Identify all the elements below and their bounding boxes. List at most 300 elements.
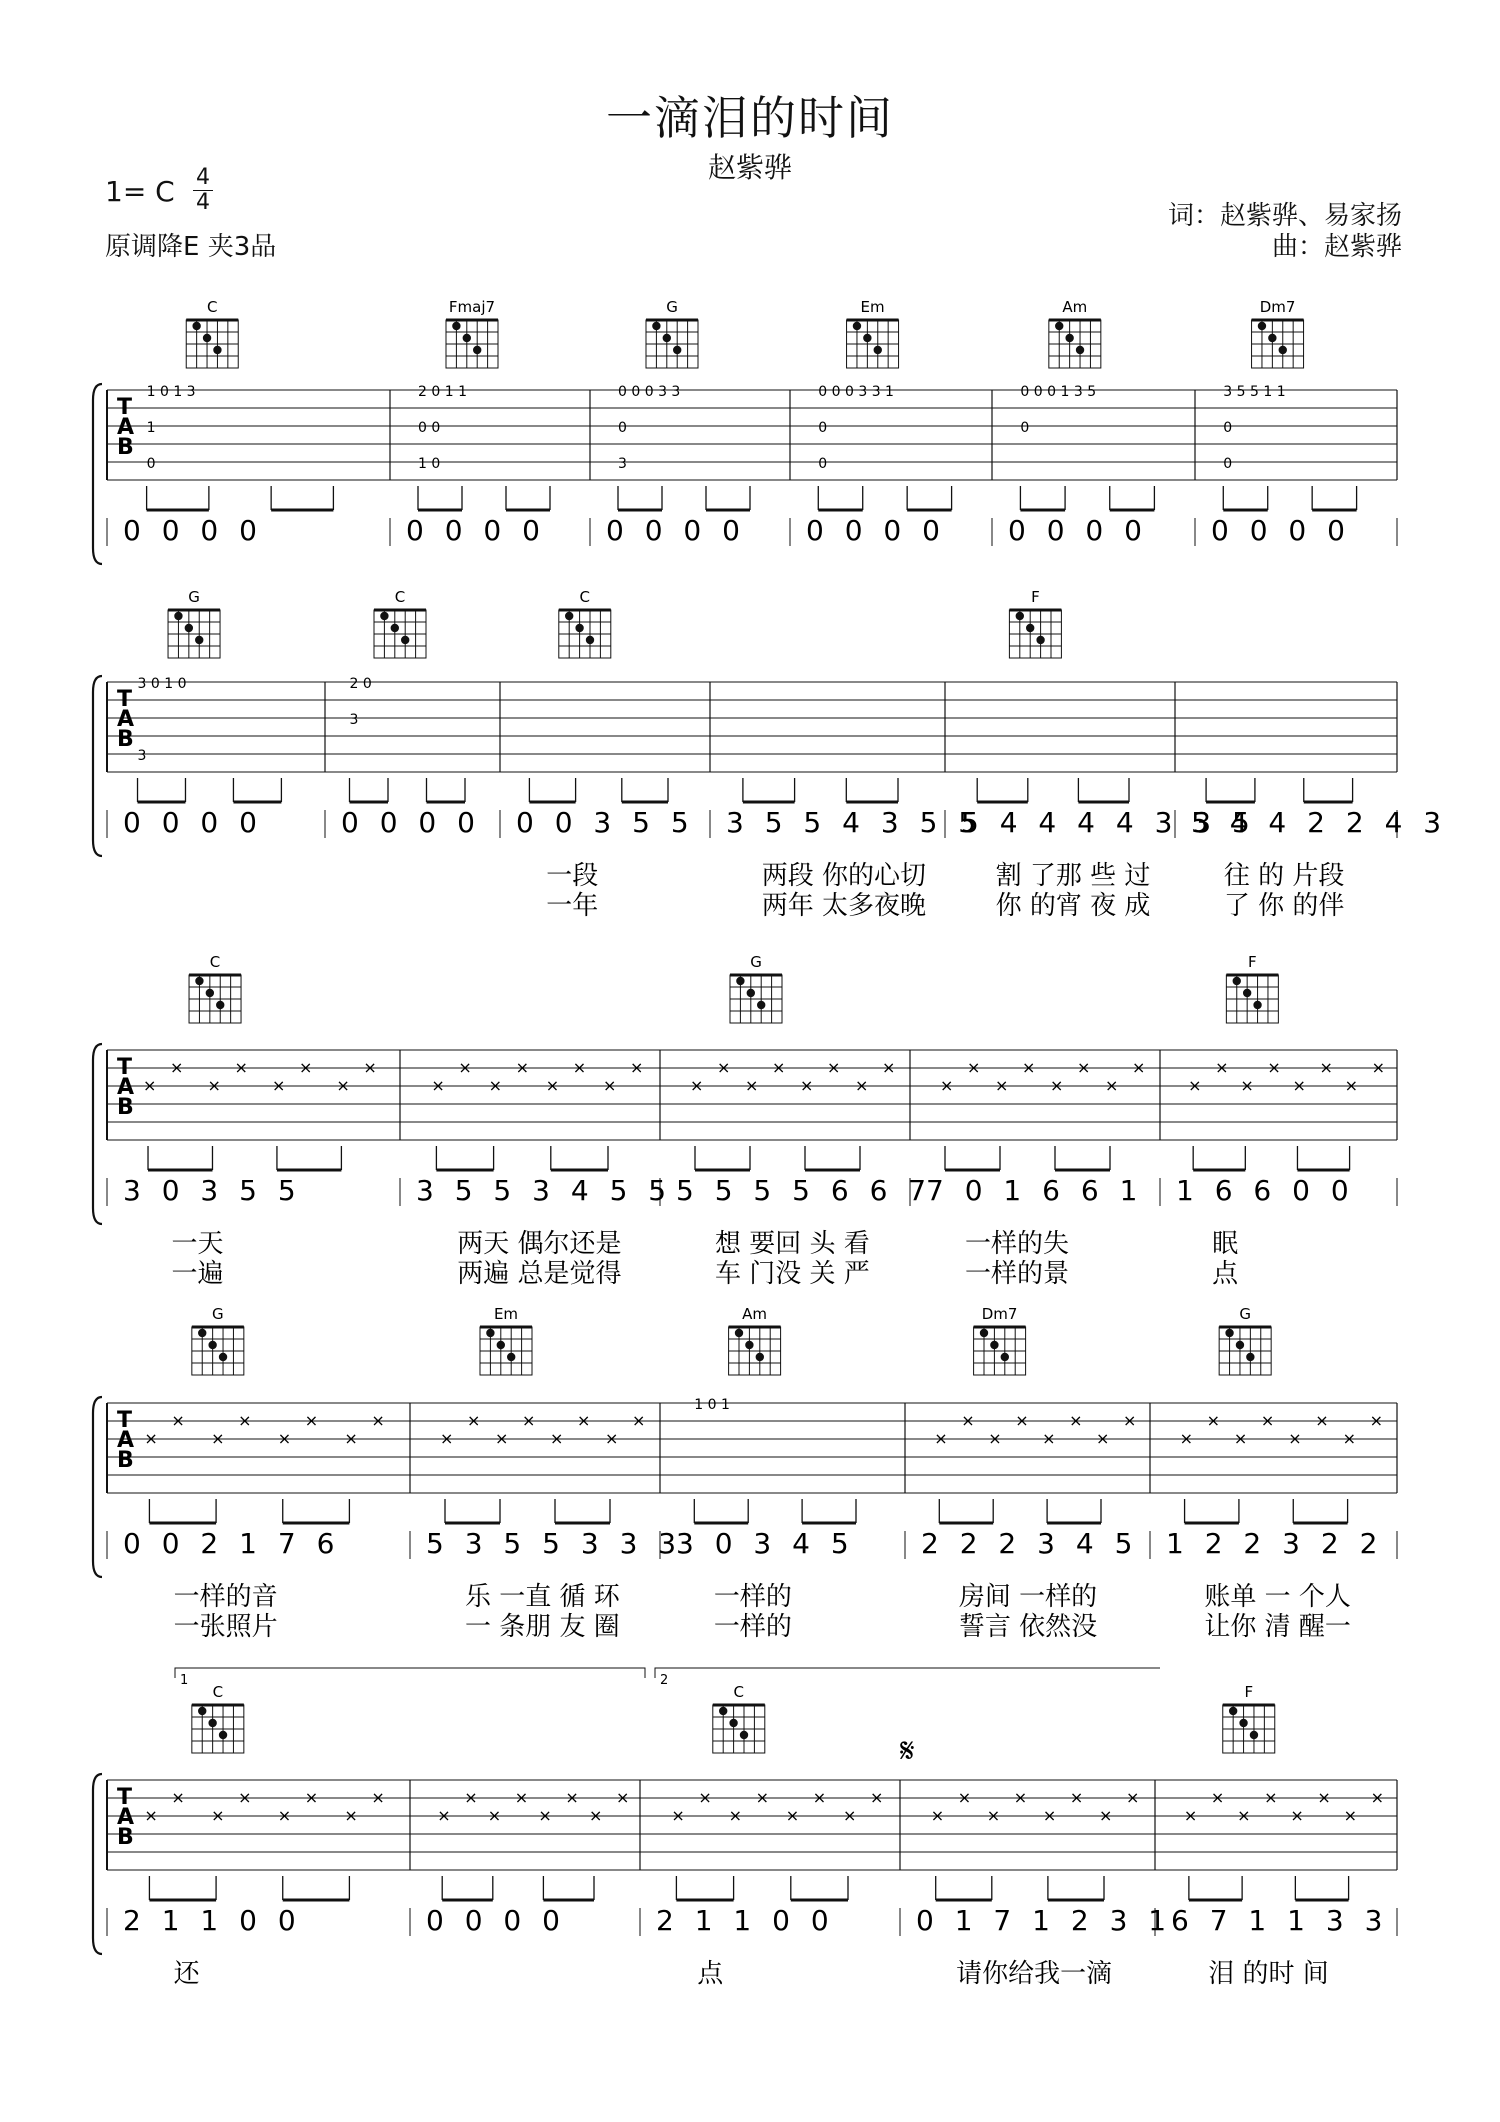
chord-name: Em — [860, 298, 885, 316]
chord-finger-dot — [198, 1329, 206, 1337]
jianpu-notes: 3 5 5 4 3 5 5 — [726, 806, 983, 839]
tab-clef-letter: B — [117, 1825, 134, 1850]
strum-mark: × — [271, 1076, 286, 1095]
lyric-line-2: 誓言 依然没 — [958, 1612, 1098, 1642]
chord-finger-dot — [507, 1353, 515, 1361]
tab-clef-letter: A — [117, 707, 135, 732]
time-sig-bottom: 4 — [196, 190, 210, 215]
tab-fret-number: 2 0 — [349, 676, 372, 692]
strum-mark: × — [1369, 1411, 1384, 1430]
strum-mark: × — [967, 1058, 981, 1077]
chord-finger-dot — [1268, 334, 1276, 342]
strum-mark: × — [785, 1806, 800, 1825]
strum-mark: × — [1069, 1411, 1083, 1430]
strum-mark: × — [144, 1806, 158, 1825]
chord-finger-dot — [673, 346, 681, 354]
tab-clef-letter: T — [117, 687, 133, 712]
chord-finger-dot — [1026, 624, 1034, 632]
jianpu-notes: 5 4 4 4 4 3 3 5 — [961, 806, 1256, 839]
strum-mark: × — [1050, 1076, 1064, 1095]
strum-mark: × — [882, 1058, 896, 1077]
lyric-line-2: 一遍 — [171, 1259, 224, 1289]
strum-mark: × — [1099, 1806, 1113, 1825]
strum-mark: × — [1315, 1411, 1329, 1430]
chord-finger-dot — [1076, 346, 1084, 354]
strum-mark: × — [572, 1058, 587, 1077]
system-bracket — [93, 1397, 102, 1577]
strum-mark: × — [143, 1076, 157, 1095]
chord-finger-dot — [1279, 346, 1287, 354]
chord-finger-dot — [740, 1731, 748, 1739]
lyric-line-2: 了 你 的伴 — [1223, 891, 1345, 921]
strum-mark: × — [1290, 1806, 1304, 1825]
jianpu-notes: 0 0 0 0 — [1211, 514, 1351, 547]
strum-mark: × — [1206, 1411, 1220, 1430]
strum-mark: × — [1105, 1076, 1119, 1095]
jianpu-notes: 6 7 1 1 3 3 — [1171, 1904, 1389, 1937]
chord-finger-dot — [1065, 334, 1073, 342]
strum-mark: × — [440, 1429, 454, 1448]
jianpu-notes: 0 0 0 0 — [1008, 514, 1148, 547]
strum-mark: × — [488, 1076, 503, 1095]
strum-mark: × — [514, 1788, 529, 1807]
lyric-line-2: 两年 太多夜晚 — [761, 891, 926, 921]
jianpu-notes: 0 0 0 0 — [123, 806, 263, 839]
jianpu-notes: 0 0 0 0 — [606, 514, 746, 547]
tab-fret-number: 0 — [818, 420, 828, 436]
strum-mark: × — [577, 1411, 591, 1430]
chord-name: G — [188, 588, 200, 606]
chord-finger-dot — [652, 322, 660, 330]
strum-mark: × — [1123, 1411, 1137, 1430]
chord-finger-dot — [757, 1001, 765, 1009]
chord-finger-dot — [206, 989, 214, 997]
strum-mark: × — [371, 1411, 385, 1430]
chord-finger-dot — [185, 624, 193, 632]
chord-finger-dot — [208, 1341, 216, 1349]
strum-mark: × — [1132, 1058, 1146, 1077]
chord-finger-dot — [990, 1341, 998, 1349]
lyric-line-1: 乐 一直 循 环 — [465, 1582, 620, 1612]
strum-mark: × — [1233, 1429, 1248, 1448]
strum-mark: × — [467, 1411, 481, 1430]
strum-mark: × — [690, 1076, 704, 1095]
segno-sign: 𝄋 — [900, 1731, 915, 1771]
strum-mark: × — [211, 1429, 225, 1448]
chord-finger-dot — [565, 612, 573, 620]
strum-mark: × — [211, 1806, 225, 1825]
jianpu-notes: 1 6 6 0 0 — [1176, 1174, 1355, 1207]
tab-fret-number: 0 — [1223, 420, 1233, 436]
strum-mark: × — [616, 1788, 630, 1807]
tab-fret-number: 1 0 — [418, 456, 441, 472]
capo-info: 原调降E 夹3品 — [105, 232, 277, 262]
chord-finger-dot — [575, 624, 583, 632]
jianpu-notes: 0 0 3 5 5 — [516, 806, 695, 839]
strum-mark: × — [1264, 1788, 1278, 1807]
strum-mark: × — [671, 1806, 685, 1825]
lyric-line-1: 眠 — [1212, 1229, 1239, 1259]
strum-mark: × — [170, 1058, 184, 1077]
chord-finger-dot — [745, 1341, 753, 1349]
chord-name: Am — [1062, 298, 1088, 316]
strum-mark: × — [304, 1411, 319, 1430]
chord-finger-dot — [1246, 1353, 1254, 1361]
chord-finger-dot — [463, 334, 471, 342]
chord-finger-dot — [1036, 636, 1044, 644]
chord-finger-dot — [874, 346, 882, 354]
tab-clef-letter: A — [117, 1805, 135, 1830]
strum-mark: × — [1292, 1076, 1306, 1095]
jianpu-notes: 7 0 1 6 6 1 — [926, 1174, 1144, 1207]
strum-mark: × — [1317, 1788, 1331, 1807]
lyric-line-1: 一段 — [546, 861, 599, 891]
strum-mark: × — [458, 1058, 472, 1077]
chord-name: G — [750, 953, 762, 971]
tab-fret-number: 3 0 1 0 — [137, 676, 187, 692]
strum-mark: × — [632, 1411, 646, 1430]
strum-mark: × — [522, 1411, 536, 1430]
lyric-line-1: 一样的音 — [173, 1582, 278, 1612]
strum-mark: × — [1042, 1429, 1056, 1448]
strum-mark: × — [855, 1076, 869, 1095]
jianpu-notes: 2 1 1 0 0 — [656, 1904, 835, 1937]
strum-mark: × — [995, 1076, 1009, 1095]
chord-finger-dot — [219, 1731, 227, 1739]
chord-finger-dot — [719, 1707, 727, 1715]
tab-clef-letter: B — [117, 1448, 134, 1473]
chord-finger-dot — [1233, 977, 1241, 985]
strum-mark: × — [1183, 1806, 1198, 1825]
lyric-line-1: 想 要回 头 看 — [715, 1229, 870, 1259]
strum-mark: × — [336, 1076, 350, 1095]
tab-clef-letter: B — [117, 727, 134, 752]
lyric-line-1: 点 — [697, 1959, 724, 1989]
strum-mark: × — [772, 1058, 786, 1077]
strum-mark: × — [1260, 1411, 1275, 1430]
strum-mark: × — [277, 1429, 292, 1448]
chord-name: Fmaj7 — [448, 298, 496, 316]
strum-mark: × — [1237, 1806, 1251, 1825]
jianpu-notes: 5 5 5 5 6 6 7 — [676, 1174, 933, 1207]
strum-mark: × — [1344, 1076, 1359, 1095]
strum-mark: × — [1267, 1058, 1281, 1077]
strum-mark: × — [1013, 1788, 1028, 1807]
lyric-line-1: 房间 一样的 — [958, 1582, 1098, 1612]
tab-fret-number: 3 5 5 1 1 — [1223, 384, 1286, 400]
strum-mark: × — [464, 1788, 478, 1807]
chord-finger-dot — [391, 624, 399, 632]
strum-mark: × — [843, 1806, 857, 1825]
lyric-line-1: 一样的 — [713, 1582, 792, 1612]
strum-mark: × — [934, 1429, 948, 1448]
chord-name: F — [1248, 953, 1257, 971]
chord-name: Em — [493, 1305, 519, 1323]
tab-fret-number: 1 — [146, 420, 156, 436]
lyric-line-2: 车 门没 关 严 — [715, 1259, 870, 1289]
strum-mark: × — [171, 1411, 185, 1430]
lyric-line-2: 一张照片 — [173, 1612, 278, 1642]
lyric-line-2: 让你 清 醒一 — [1204, 1612, 1351, 1642]
strum-mark: × — [988, 1429, 1002, 1448]
chord-name: F — [1244, 1683, 1254, 1701]
chord-finger-dot — [1239, 1719, 1247, 1727]
volta-number-1: 1 — [180, 1673, 189, 1688]
chord-finger-dot — [192, 322, 200, 330]
chord-finger-dot — [195, 636, 203, 644]
tab-clef-letter: A — [117, 415, 135, 440]
jianpu-notes: 3 0 3 4 5 — [676, 1527, 855, 1560]
tab-fret-number: 0 — [618, 420, 627, 436]
lyric-line-1: 一样的失 — [965, 1229, 1070, 1259]
chord-finger-dot — [586, 636, 594, 644]
strum-mark: × — [827, 1058, 841, 1077]
chord-name: C — [394, 588, 406, 606]
lyric-line-1: 两天 偶尔还是 — [457, 1229, 622, 1259]
lyric-line-1: 泪 的时 间 — [1208, 1959, 1329, 1989]
strum-mark: × — [207, 1076, 221, 1095]
chord-finger-dot — [729, 1719, 737, 1727]
tab-fret-number: 3 — [349, 712, 359, 728]
tab-fret-number: 1 0 1 — [694, 1397, 730, 1413]
tab-fret-number: 0 0 — [418, 420, 441, 436]
strum-mark: × — [961, 1411, 975, 1430]
jianpu-notes: 3 5 5 3 4 5 5 — [416, 1174, 673, 1207]
tab-fret-number: 1 0 1 3 — [146, 384, 196, 400]
system-bracket — [93, 1774, 102, 1954]
chord-finger-dot — [198, 1707, 206, 1715]
strum-mark: × — [431, 1076, 445, 1095]
chord-finger-dot — [473, 346, 481, 354]
tab-fret-number: 3 — [618, 456, 627, 472]
chord-name: G — [666, 298, 678, 316]
strum-mark: × — [238, 1788, 252, 1807]
chord-name: G — [212, 1305, 224, 1323]
tab-fret-number: 0 — [146, 456, 156, 472]
tab-clef-letter: A — [117, 1428, 135, 1453]
strum-mark: × — [565, 1788, 579, 1807]
chord-finger-dot — [497, 1341, 505, 1349]
tab-fret-number: 0 — [1223, 456, 1233, 472]
strum-mark: × — [1210, 1788, 1225, 1807]
strum-mark: × — [171, 1788, 185, 1807]
volta-bracket-1 — [175, 1668, 645, 1678]
chord-finger-dot — [1001, 1353, 1009, 1361]
chord-name: G — [1239, 1305, 1251, 1323]
chord-finger-dot — [863, 334, 871, 342]
strum-mark: × — [1188, 1076, 1202, 1095]
strum-mark: × — [630, 1058, 644, 1077]
strum-mark: × — [550, 1429, 564, 1448]
chord-name: C — [212, 1683, 224, 1701]
tab-clef-letter: T — [117, 1408, 133, 1433]
composer-credit: 曲：赵紫骅 — [1271, 232, 1402, 262]
lyric-line-1: 请你给我一滴 — [956, 1959, 1113, 1989]
strum-mark: × — [1319, 1058, 1333, 1077]
chord-name: C — [206, 298, 218, 316]
jianpu-notes: 0 1 7 1 2 3 1 — [916, 1904, 1173, 1937]
key-signature: 1= C — [105, 175, 175, 208]
strum-mark: × — [728, 1806, 743, 1825]
tab-fret-number: 0 — [1020, 420, 1030, 436]
strum-mark: × — [1022, 1058, 1036, 1077]
jianpu-notes: 5 4 4 2 2 4 3 — [1191, 806, 1448, 839]
chord-finger-dot — [736, 977, 744, 985]
jianpu-notes: 2 1 1 0 0 — [123, 1904, 302, 1937]
strum-mark: × — [1288, 1429, 1302, 1448]
strum-mark: × — [277, 1806, 292, 1825]
strum-mark: × — [870, 1788, 884, 1807]
volta-number-2: 2 — [660, 1673, 669, 1688]
jianpu-notes: 0 0 2 1 7 6 — [123, 1527, 341, 1560]
strum-mark: × — [603, 1076, 617, 1095]
strum-mark: × — [1042, 1806, 1057, 1825]
tab-fret-number: 3 — [137, 748, 147, 764]
strum-mark: × — [1215, 1058, 1229, 1077]
tab-clef-letter: B — [117, 435, 134, 460]
tab-clef-letter: T — [117, 395, 133, 420]
chord-name: Dm7 — [981, 1305, 1018, 1323]
chord-finger-dot — [1250, 1731, 1258, 1739]
lyric-line-2: 两遍 总是觉得 — [457, 1259, 622, 1289]
jianpu-notes: 0 0 0 0 — [426, 1904, 566, 1937]
lyric-line-1: 一天 — [171, 1229, 224, 1259]
system-bracket — [93, 676, 102, 856]
lyric-line-1: 账单 一 个人 — [1204, 1582, 1351, 1612]
chord-finger-dot — [195, 977, 203, 985]
chord-name: C — [579, 588, 591, 606]
chord-finger-dot — [1243, 989, 1251, 997]
strum-mark: × — [1126, 1788, 1140, 1807]
jianpu-notes: 3 0 3 5 5 — [123, 1174, 302, 1207]
chord-finger-dot — [1258, 322, 1266, 330]
chord-finger-dot — [452, 322, 460, 330]
strum-mark: × — [371, 1788, 385, 1807]
chord-finger-dot — [1236, 1341, 1244, 1349]
strum-mark: × — [1069, 1788, 1084, 1807]
strum-mark: × — [238, 1411, 252, 1430]
chord-finger-dot — [663, 334, 671, 342]
volta-bracket-2 — [655, 1668, 1160, 1678]
jianpu-notes: 0 0 0 0 — [406, 514, 546, 547]
lyric-line-2: 一样的 — [713, 1612, 792, 1642]
strum-mark: × — [437, 1806, 451, 1825]
lyric-line-2: 一样的景 — [965, 1259, 1070, 1289]
strum-mark: × — [495, 1429, 509, 1448]
chord-finger-dot — [980, 1329, 988, 1337]
strum-mark: × — [930, 1806, 945, 1825]
chord-finger-dot — [1229, 1707, 1237, 1715]
strum-mark: × — [812, 1788, 827, 1807]
strum-mark: × — [234, 1058, 248, 1077]
strum-mark: × — [1015, 1411, 1029, 1430]
strum-mark: × — [1342, 1429, 1357, 1448]
strum-mark: × — [698, 1788, 712, 1807]
tab-clef-letter: T — [117, 1055, 133, 1080]
strum-mark: × — [605, 1429, 619, 1448]
strum-mark: × — [745, 1076, 759, 1095]
strum-mark: × — [487, 1806, 502, 1825]
chord-finger-dot — [735, 1329, 743, 1337]
lyric-line-2: 一年 — [546, 891, 599, 921]
lyric-line-2: 你 的宵 夜 成 — [995, 891, 1151, 921]
chord-name: Dm7 — [1259, 298, 1296, 316]
strum-mark: × — [515, 1058, 530, 1077]
tab-clef-letter: A — [117, 1075, 135, 1100]
chord-finger-dot — [747, 989, 755, 997]
chord-finger-dot — [208, 1719, 216, 1727]
time-sig-top: 4 — [196, 165, 210, 190]
lyric-line-1: 两段 你的心切 — [761, 861, 926, 891]
jianpu-notes: 5 3 5 5 3 3 3 — [426, 1527, 683, 1560]
chord-finger-dot — [1016, 612, 1024, 620]
chord-finger-dot — [380, 612, 388, 620]
strum-mark: × — [1077, 1058, 1091, 1077]
chord-finger-dot — [401, 636, 409, 644]
song-title: 一滴泪的时间 — [606, 91, 894, 145]
jianpu-notes: 1 2 2 3 2 2 — [1166, 1527, 1384, 1560]
jianpu-notes: 0 0 0 0 — [341, 806, 481, 839]
jianpu-notes: 0 0 0 0 — [806, 514, 946, 547]
strum-mark: × — [800, 1076, 814, 1095]
strum-mark: × — [304, 1788, 319, 1807]
chord-finger-dot — [1253, 1001, 1261, 1009]
chord-finger-dot — [203, 334, 211, 342]
strum-mark: × — [1240, 1076, 1254, 1095]
chord-finger-dot — [1225, 1329, 1233, 1337]
strum-mark: × — [986, 1806, 1001, 1825]
strum-mark: × — [298, 1058, 313, 1077]
strum-mark: × — [1179, 1429, 1193, 1448]
strum-mark: × — [363, 1058, 377, 1077]
system-bracket — [93, 384, 102, 564]
chord-finger-dot — [486, 1329, 494, 1337]
lyric-line-2: 一 条朋 友 圈 — [465, 1612, 620, 1642]
strum-mark: × — [957, 1788, 972, 1807]
lyricist-credit: 词：赵紫骅、易家扬 — [1167, 201, 1402, 231]
chord-finger-dot — [216, 1001, 224, 1009]
strum-mark: × — [717, 1058, 731, 1077]
tab-clef-letter: T — [117, 1785, 133, 1810]
lyric-line-1: 还 — [173, 1959, 200, 1989]
lyric-line-1: 往 的 片段 — [1223, 861, 1345, 891]
tab-fret-number: 0 0 0 1 3 5 — [1020, 384, 1097, 400]
system-bracket — [93, 1044, 102, 1224]
strum-mark: × — [1370, 1788, 1385, 1807]
tab-fret-number: 0 — [818, 456, 828, 472]
strum-mark: × — [589, 1806, 603, 1825]
strum-mark: × — [1343, 1806, 1358, 1825]
chord-finger-dot — [219, 1353, 227, 1361]
chord-finger-dot — [756, 1353, 764, 1361]
strum-mark: × — [538, 1806, 552, 1825]
strum-mark: × — [545, 1076, 560, 1095]
chord-finger-dot — [1055, 322, 1063, 330]
strum-mark: × — [1096, 1429, 1110, 1448]
chord-name: F — [1031, 588, 1040, 606]
strum-mark: × — [1371, 1058, 1386, 1077]
lyric-line-1: 割 了那 些 过 — [995, 861, 1151, 891]
tab-fret-number: 0 0 0 3 3 1 — [818, 384, 894, 400]
chord-name: C — [209, 953, 221, 971]
strum-mark: × — [144, 1429, 158, 1448]
chord-finger-dot — [174, 612, 182, 620]
chord-finger-dot — [213, 346, 221, 354]
chord-name: Am — [742, 1305, 768, 1323]
jianpu-notes: 0 0 0 0 — [123, 514, 263, 547]
strum-mark: × — [940, 1076, 954, 1095]
jianpu-notes: 2 2 2 3 4 5 — [921, 1527, 1139, 1560]
